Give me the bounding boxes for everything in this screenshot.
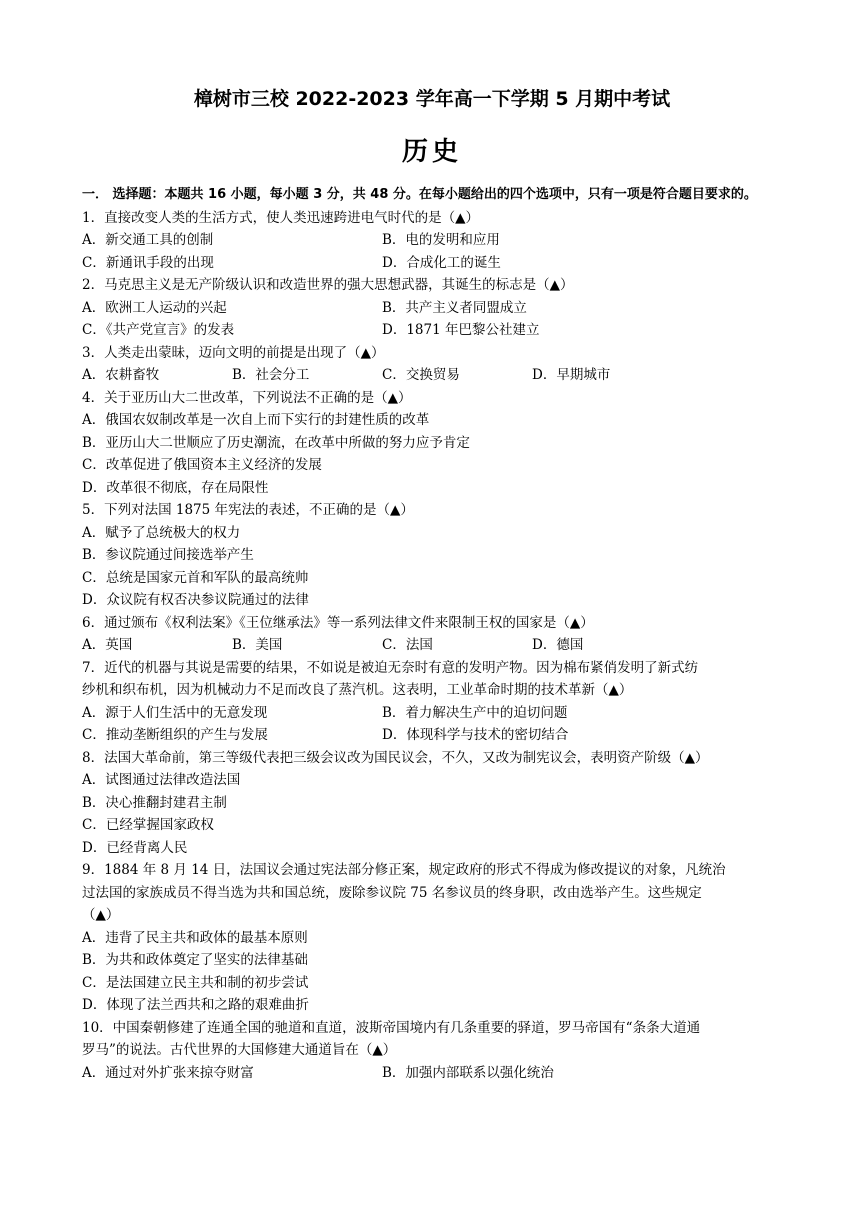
option-d: D．体现科学与技术的密切结合 bbox=[382, 727, 569, 743]
option-a: A．农耕畜牧 bbox=[82, 367, 160, 383]
question-stem: 4．关于亚历山大二世改革，下列说法不正确的是（▲） bbox=[82, 389, 412, 406]
question-stem-line: 过法国的家族成员不得当选为共和国总统，废除参议院 75 名参议员的终身职，改由选举产生。这些规定 bbox=[82, 884, 702, 901]
option-c: C．改革促进了俄国资本主义经济的发展 bbox=[82, 457, 322, 473]
question-stem-line: 纱机和织布机，因为机械动力不足而改良了蒸汽机。这表明，工业革命时期的技术革新（▲） bbox=[82, 682, 633, 698]
question-stem-line: 10．中国秦朝修建了连通全国的驰道和直道，波斯帝国境内有几条重要的驿道，罗马帝国有“条条大道通 bbox=[82, 1019, 701, 1036]
question-stem: 2．马克思主义是无产阶级认识和改造世界的强大思想武器，其诞生的标志是（▲） bbox=[82, 277, 574, 293]
option-c: C．法国 bbox=[382, 637, 433, 653]
option-b: B．社会分工 bbox=[232, 367, 310, 383]
exam-page bbox=[82, 84, 782, 1084]
question-7 bbox=[82, 657, 782, 747]
option-d: D．合成化工的诞生 bbox=[382, 254, 501, 271]
option-a: A．通过对外扩张来掠夺财富 bbox=[82, 1064, 254, 1081]
options-row bbox=[82, 1062, 782, 1085]
option-a: A．欧洲工人运动的兴起 bbox=[82, 299, 227, 316]
option-a: A．试图通过法律改造法国 bbox=[82, 772, 241, 788]
option-a: A．新交通工具的创制 bbox=[82, 232, 214, 248]
options-row bbox=[82, 634, 782, 657]
option-b: B．参议院通过间接选举产生 bbox=[82, 547, 254, 563]
question-stem-line: 9．1884 年 8 月 14 日，法国议会通过宪法部分修正案，规定政府的形式不得成为修改提议的对象，凡统治 bbox=[82, 862, 726, 878]
options-row bbox=[82, 364, 782, 387]
option-a: A．违背了民主共和政体的最基本原则 bbox=[82, 929, 308, 946]
option-a: A．源于人们生活中的无意发现 bbox=[82, 704, 268, 721]
option-a: A．英国 bbox=[82, 637, 133, 653]
question-stem-line: 罗马”的说法。古代世界的大国修建大通道旨在（▲） bbox=[82, 1042, 397, 1058]
option-b: B．加强内部联系以强化统治 bbox=[382, 1064, 554, 1081]
option-c: C．已经掌握国家政权 bbox=[82, 817, 214, 833]
question-stem: 6．通过颁布《权利法案》《王位继承法》等一系列法律文件来限制王权的国家是（▲） bbox=[82, 614, 594, 631]
option-b: B．亚历山大二世顺应了历史潮流，在改革中所做的努力应予肯定 bbox=[82, 434, 470, 451]
option-d: D．早期城市 bbox=[532, 367, 611, 383]
option-d: D．德国 bbox=[532, 637, 584, 653]
option-c: C．《共产党宣言》的发表 bbox=[82, 322, 235, 338]
question-4 bbox=[82, 387, 782, 500]
option-a: A．赋予了总统极大的权力 bbox=[82, 524, 241, 541]
options-row bbox=[82, 724, 782, 747]
options-row bbox=[82, 297, 782, 320]
question-3 bbox=[82, 342, 782, 387]
question-stem-line: （▲） bbox=[82, 907, 120, 923]
option-b: B．共产主义者同盟成立 bbox=[382, 299, 527, 316]
option-b: B．电的发明和应用 bbox=[382, 232, 500, 248]
option-d: D．改革很不彻底，存在局限性 bbox=[82, 479, 269, 496]
option-c: C．交换贸易 bbox=[382, 367, 460, 383]
question-1 bbox=[82, 207, 782, 275]
option-b: B．美国 bbox=[232, 637, 283, 653]
question-stem: 3．人类走出蒙昧，迈向文明的前提是出现了（▲） bbox=[82, 344, 385, 361]
option-b: B．决心推翻封建君主制 bbox=[82, 794, 227, 811]
section-heading: 一． 选择题：本题共 16 小题，每小题 3 分，共 48 分。在每小题给出的四个选项中，只有一项是符合题目要求的。 bbox=[82, 187, 757, 202]
question-stem-line: 7．近代的机器与其说是需要的结果，不如说是被迫无奈时有意的发明产物。因为棉布紧俏发明了新式纺 bbox=[82, 659, 699, 676]
option-d: D．众议院有权否决参议院通过的法律 bbox=[82, 592, 309, 608]
option-c: C．是法国建立民主共和制的初步尝试 bbox=[82, 974, 309, 991]
question-8 bbox=[82, 747, 782, 860]
options-row bbox=[82, 702, 782, 725]
options-row bbox=[82, 252, 782, 275]
question-6 bbox=[82, 612, 782, 657]
question-10 bbox=[82, 1017, 782, 1085]
option-b: B．着力解决生产中的迫切问题 bbox=[382, 704, 568, 721]
options-row bbox=[82, 229, 782, 252]
option-c: C．总统是国家元首和军队的最高统帅 bbox=[82, 569, 309, 586]
option-b: B．为共和政体奠定了坚实的法律基础 bbox=[82, 952, 308, 968]
option-d: D．体现了法兰西共和之路的艰难曲折 bbox=[82, 997, 309, 1013]
option-a: A．俄国农奴制改革是一次自上而下实行的封建性质的改革 bbox=[82, 412, 430, 428]
option-c: C．新通讯手段的出现 bbox=[82, 254, 214, 271]
option-d: D．1871 年巴黎公社建立 bbox=[382, 322, 540, 338]
option-c: C．推动垄断组织的产生与发展 bbox=[82, 727, 268, 743]
option-d: D．已经背离人民 bbox=[82, 839, 188, 856]
options-row bbox=[82, 319, 782, 342]
question-5 bbox=[82, 499, 782, 612]
question-stem: 1．直接改变人类的生活方式，使人类迅速跨进电气时代的是（▲） bbox=[82, 209, 479, 226]
exam-title: 樟树市三校 2022-2023 学年高一下学期 5 月期中考试 bbox=[193, 88, 671, 110]
question-stem: 5．下列对法国 1875 年宪法的表述，不正确的是（▲） bbox=[82, 502, 414, 518]
subject-title: 历史 bbox=[401, 137, 462, 167]
question-2 bbox=[82, 274, 782, 342]
question-stem: 8．法国大革命前，第三等级代表把三级会议改为国民议会，不久，又改为制宪议会，表明资产阶级（▲） bbox=[82, 749, 709, 766]
question-9 bbox=[82, 859, 782, 1017]
